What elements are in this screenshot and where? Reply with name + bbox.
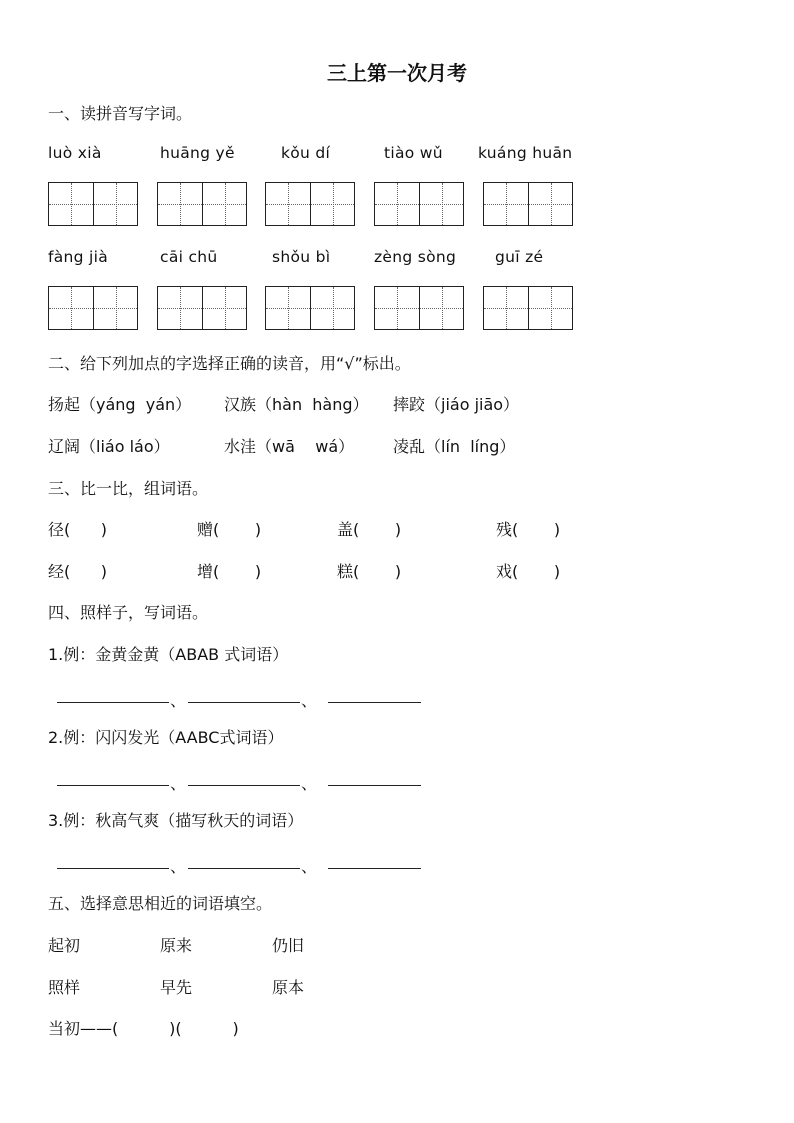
answer-blank[interactable] — [57, 868, 169, 869]
answer-blank[interactable] — [57, 785, 169, 786]
example-3: 3.例：秋高气爽（描写秋天的词语） — [48, 811, 304, 830]
pinyin-3: kǒu dí — [281, 144, 331, 162]
compare-item-1[interactable]: 径( ) — [48, 520, 108, 539]
answer-blank[interactable] — [188, 785, 300, 786]
pinyin-4: tiào wǔ — [384, 144, 443, 162]
writing-grid[interactable] — [48, 182, 138, 226]
compare-item-4[interactable]: 残( ) — [496, 520, 561, 539]
pinyin-7: cāi chū — [160, 248, 218, 266]
pinyin-8: shǒu bì — [272, 248, 331, 266]
section-5-heading: 五、选择意思相近的词语填空。 — [48, 894, 273, 913]
reading-choice-3[interactable]: 摔跤（jiáo jiāo） — [393, 395, 520, 414]
separator: 、 — [170, 857, 187, 876]
writing-grid[interactable] — [374, 286, 464, 330]
reading-choice-6[interactable]: 凌乱（lín líng） — [393, 437, 516, 456]
writing-grid[interactable] — [48, 286, 138, 330]
word-option: 起初 — [48, 936, 81, 955]
section-4-heading: 四、照样子，写词语。 — [48, 603, 209, 622]
pinyin-5: kuáng huān — [478, 144, 573, 162]
answer-blank[interactable] — [328, 868, 421, 869]
compare-item-6[interactable]: 增( ) — [197, 562, 262, 581]
answer-blank[interactable] — [188, 868, 300, 869]
writing-grid[interactable] — [374, 182, 464, 226]
compare-item-8[interactable]: 戏( ) — [496, 562, 561, 581]
word-option: 原来 — [160, 936, 193, 955]
pinyin-6: fàng jià — [48, 248, 109, 266]
answer-blank[interactable] — [188, 702, 300, 703]
word-option: 原本 — [272, 978, 305, 997]
pinyin-10: guī zé — [495, 248, 544, 266]
reading-choice-1[interactable]: 扬起（yáng yán） — [48, 395, 192, 414]
page-title: 三上第一次月考 — [327, 61, 467, 85]
writing-grid[interactable] — [483, 286, 573, 330]
section-3-heading: 三、比一比，组词语。 — [48, 479, 209, 498]
writing-grid[interactable] — [265, 286, 355, 330]
word-option: 照样 — [48, 978, 81, 997]
compare-item-7[interactable]: 糕( ) — [337, 562, 402, 581]
answer-blank[interactable] — [328, 702, 421, 703]
separator: 、 — [301, 774, 318, 793]
example-1: 1.例：金黄金黄（ABAB 式词语） — [48, 645, 289, 664]
pinyin-1: luò xià — [48, 144, 102, 162]
word-option: 早先 — [160, 978, 193, 997]
pinyin-2: huāng yě — [160, 144, 235, 162]
answer-blank[interactable] — [328, 785, 421, 786]
synonym-answer-line[interactable]: 当初——( )( ) — [48, 1019, 239, 1038]
example-2: 2.例：闪闪发光（AABC式词语） — [48, 728, 284, 747]
answer-blank[interactable] — [57, 702, 169, 703]
separator: 、 — [170, 774, 187, 793]
reading-choice-4[interactable]: 辽阔（liáo láo） — [48, 437, 170, 456]
writing-grid[interactable] — [483, 182, 573, 226]
compare-item-2[interactable]: 赠( ) — [197, 520, 262, 539]
compare-item-5[interactable]: 经( ) — [48, 562, 108, 581]
section-2-heading: 二、给下列加点的字选择正确的读音，用“√”标出。 — [48, 354, 411, 373]
writing-grid[interactable] — [157, 286, 247, 330]
separator: 、 — [301, 691, 318, 710]
section-1-heading: 一、读拼音写字词。 — [48, 104, 193, 123]
writing-grid[interactable] — [157, 182, 247, 226]
pinyin-9: zèng sòng — [374, 248, 457, 266]
compare-item-3[interactable]: 盖( ) — [337, 520, 402, 539]
reading-choice-2[interactable]: 汉族（hàn hàng） — [224, 395, 369, 414]
separator: 、 — [301, 857, 318, 876]
separator: 、 — [170, 691, 187, 710]
reading-choice-5[interactable]: 水洼（wā wá） — [224, 437, 355, 456]
word-option: 仍旧 — [272, 936, 305, 955]
writing-grid[interactable] — [265, 182, 355, 226]
